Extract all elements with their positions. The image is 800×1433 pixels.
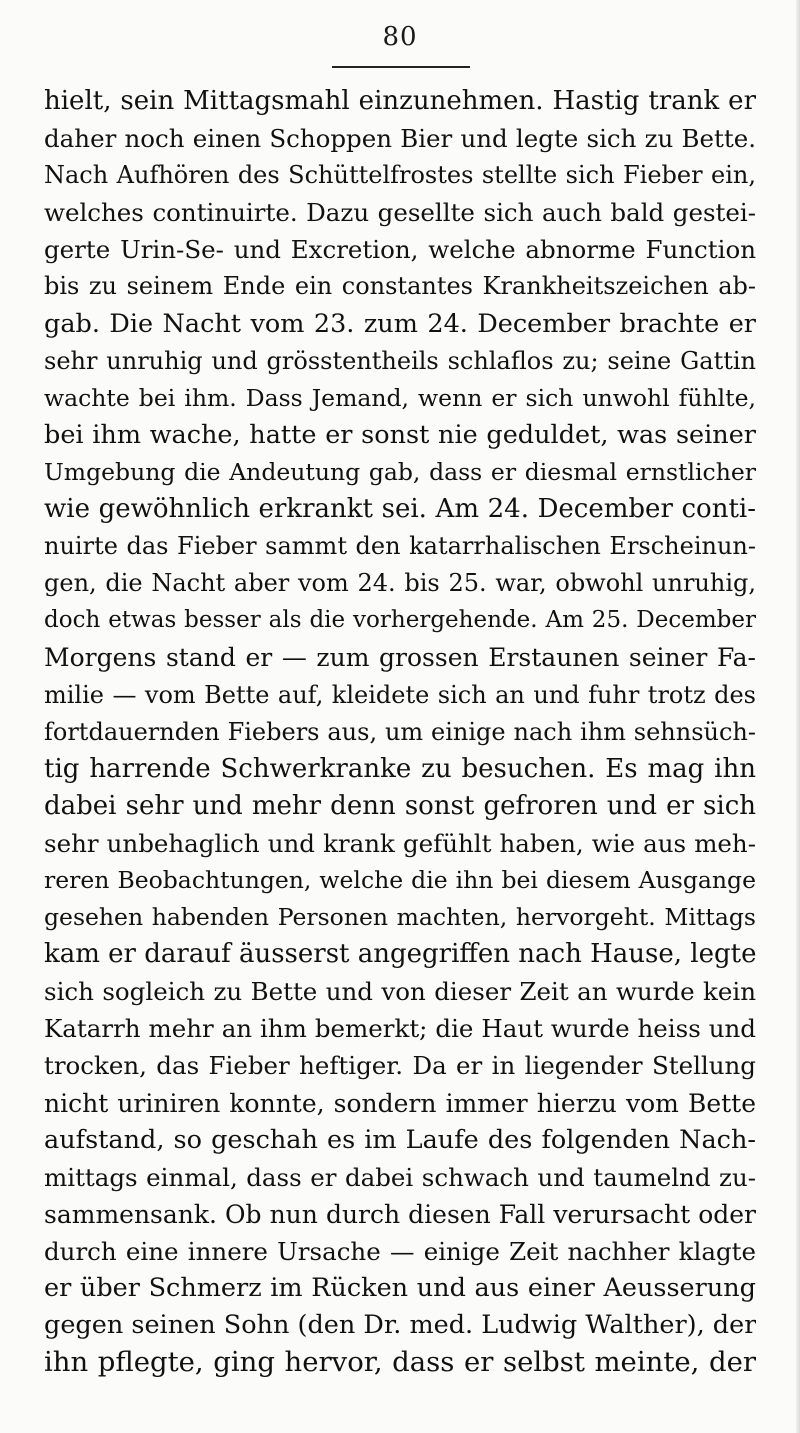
text-line: durch eine innere Ursache — einige Zeit nachher klagte (44, 1236, 756, 1266)
text-line: welches continuirte. Dazu gesellte sich auch bald gestei- (44, 198, 756, 228)
text-line: doch etwas besser als die vorhergehende. Am 25. December (44, 607, 756, 634)
text-line: sehr unbehaglich und krank gefühlt haben, wie aus meh- (44, 828, 756, 858)
text-line: gerte Urin-Se- und Excretion, welche abnorme Function (44, 235, 756, 265)
text-line: aufstand, so geschah es im Laufe des folgenden Nach- (44, 1124, 756, 1155)
text-line: gegen seinen Sohn (den Dr. med. Ludwig Walther), der (44, 1310, 756, 1341)
text-line: reren Beobachtungen, welche die ihn bei diesem Ausgange (44, 865, 756, 894)
text-line: er über Schmerz im Rücken und aus einer Aeusserung (44, 1273, 756, 1303)
text-line: kam er darauf äusserst angegriffen nach Hause, legte (44, 939, 756, 970)
text-line: trocken, das Fieber heftiger. Da er in liegender Stellung (44, 1051, 756, 1081)
text-line: wachte bei ihm. Dass Jemand, wenn er sich unwohl fühlte, (44, 383, 756, 412)
header-rule (332, 66, 470, 68)
page-number: 80 (382, 22, 418, 52)
text-line: Katarrh mehr an ihm bemerkt; die Haut wurde heiss und (44, 1014, 756, 1044)
text-line: Morgens stand er — zum grossen Erstaunen seiner Fa- (44, 643, 756, 673)
text-line: ihn pflegte, ging hervor, dass er selbst meinte, der (44, 1346, 756, 1379)
text-line: bis zu seinem Ende ein constantes Krankheitszeichen ab- (44, 272, 756, 301)
text-line: dabei sehr und mehr denn sonst gefroren und er sich (44, 790, 756, 821)
text-line: milie — vom Bette auf, kleidete sich an und fuhr trotz des (44, 680, 756, 709)
text-line: gesehen habenden Personen machten, hervorgeht. Mittags (44, 903, 756, 932)
text-line: mittags einmal, dass er dabei schwach und taumelnd zu- (44, 1162, 756, 1192)
text-line: gen, die Nacht aber vom 24. bis 25. war, obwohl unruhig, (44, 569, 756, 598)
text-line: Nach Aufhören des Schüttelfrostes stellte sich Fieber ein, (44, 161, 756, 190)
text-line: gab. Die Nacht vom 23. zum 24. December brachte er (44, 308, 756, 339)
text-line: wie gewöhnlich erkrankt sei. Am 24. December conti- (44, 494, 756, 525)
text-line: nuirte das Fieber sammt den katarrhalischen Erscheinun- (44, 532, 756, 561)
text-line: nicht uriniren konnte, sondern immer hierzu vom Bette (44, 1088, 756, 1118)
text-line: daher noch einen Schoppen Bier und legte sich zu Bette. (44, 124, 756, 154)
text-line: tig harrende Schwerkranke zu besuchen. Es mag ihn (44, 753, 756, 784)
text-line: sehr unruhig und grösstentheils schlaflos zu; seine Gattin (44, 346, 756, 375)
text-line: hielt, sein Mittagsmahl einzunehmen. Hastig trank er (44, 86, 756, 116)
text-line: fortdauernden Fiebers aus, um einige nach ihm sehnsüch- (44, 717, 756, 746)
text-line: sammensank. Ob nun durch diesen Fall verursacht oder (44, 1199, 756, 1229)
text-line: sich sogleich zu Bette und von dieser Zeit an wurde kein (44, 977, 756, 1007)
page-edge (796, 0, 800, 1433)
body-text (44, 83, 756, 1381)
text-line: Umgebung die Andeutung gab, dass er diesmal ernstlicher (44, 457, 756, 486)
text-line: bei ihm wache, hatte er sonst nie geduldet, was seiner (44, 419, 756, 450)
